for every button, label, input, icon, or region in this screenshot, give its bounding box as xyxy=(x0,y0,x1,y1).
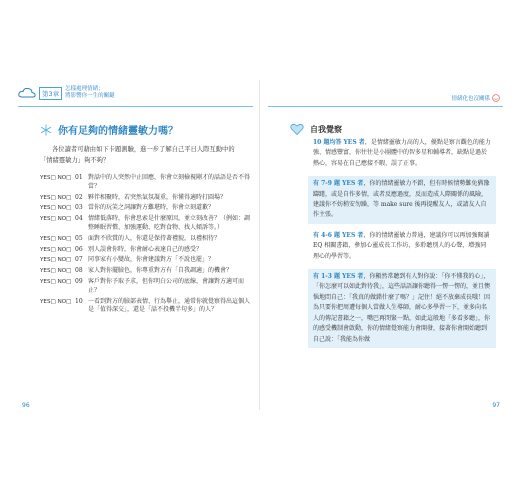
result-text: ，是情緒靈敏力高的人，優點是察言觀色的能力強、情感豐富，你往往是小團體中的智多星和輔導者，缺點是過於熱心，容易在自己應接不暇、誤了正事。 xyxy=(313,139,491,167)
result-tag: 有 4-6 題 YES 者 xyxy=(313,231,364,239)
yes-no-checkbox[interactable]: YES□ NO□ xyxy=(40,268,72,275)
yes-no-checkbox[interactable]: YES□ NO□ xyxy=(40,205,72,212)
question-text: 別人誤會你時，你會耐心表達自己的感受？ xyxy=(88,245,203,253)
yes-no-checkbox[interactable]: YES□ NO□ xyxy=(40,278,72,285)
question-text: 對話中的人突然中止回應，你會立刻檢視剛才的話語是否不得當？ xyxy=(88,174,251,190)
yes-no-checkbox[interactable]: YES□ NO□ xyxy=(40,235,72,242)
question-number: 02 xyxy=(75,193,83,201)
question-text: 一看到對方的臉部表情、行為舉止，通常你就覺察得出這個人是「值得深交」，還是「話不投機半句多」的人？ xyxy=(88,297,251,314)
question-row xyxy=(40,215,255,233)
question-number: 08 xyxy=(75,267,83,275)
question-title: 你有足夠的情緒靈敏力嗎？ xyxy=(58,126,178,137)
yes-no-checkbox[interactable]: YES□ NO□ xyxy=(40,246,72,253)
question-number: 03 xyxy=(75,204,83,212)
chapter-title xyxy=(65,86,115,100)
question-row xyxy=(40,194,255,203)
chapter-badge xyxy=(18,86,115,100)
running-head xyxy=(451,94,500,102)
question-row xyxy=(40,278,255,296)
result-tag: 有 7-9 題 YES 者 xyxy=(313,180,364,188)
page-number: 97 xyxy=(492,402,500,409)
cloud-icon xyxy=(18,87,36,99)
header-rule xyxy=(268,106,503,107)
result-block xyxy=(308,228,496,265)
question-number: 07 xyxy=(75,256,83,264)
result-tag: 10 題均答 YES 者 xyxy=(313,139,365,146)
question-row xyxy=(40,267,255,276)
header-rule xyxy=(18,106,253,107)
question-number: 05 xyxy=(75,234,83,242)
question-text: 同事家有小變故，你會建議對方「不說也罷」？ xyxy=(88,256,215,264)
result-text: ，你顯然常聽到有人對你說：「你不懂我的心」，「你怎麼可以如此對待我」，這些話語讓你聽得一愣一愣的，並且懊惱地問自己：「我真的做錯什麼了嗎？」記住！絕不放棄成長哦！因為只要你把周遭每個人當做人生導師，耐心多學習一下，並多向名人的傳記書籍之一，嘴巴再閉緊一點，如此這般地「多看多聽」，你的感受機制會啟動，你的情緒覺察能力會開發，接著你會開始聽到自己說：「我能為你做 xyxy=(313,273,491,343)
result-tag: 有 1-3 題 YES 者 xyxy=(313,273,364,281)
result-block xyxy=(308,135,496,172)
question-number: 09 xyxy=(75,277,83,285)
snowflake-icon xyxy=(40,124,52,136)
question-row xyxy=(40,204,255,213)
question-row xyxy=(40,256,255,265)
result-block xyxy=(308,176,496,224)
chapter-label: 第3章 xyxy=(39,87,62,100)
chapter-title-line1: 怎樣處理情緒； xyxy=(65,86,104,92)
result-text: ，你的情緒靈敏力不錯，但有時候情勢難免猶豫躊躇，或是自作多情，或者反應過度，反而造成人際關係的風險，建議你不妨稍安勿躁，等 make sure 後再提醒友人，或請友人自作主張。 xyxy=(313,180,490,219)
chapter-title-line2: 將影響你一生的關鍵 xyxy=(65,93,115,99)
heart-icon xyxy=(290,122,304,136)
yes-no-checkbox[interactable]: YES□ NO□ xyxy=(40,298,72,305)
question-list xyxy=(40,174,255,317)
question-row xyxy=(40,235,255,244)
question-row xyxy=(40,298,255,316)
question-text: 當你的玩笑之詞讓對方難堪時，你會立刻道歉？ xyxy=(88,204,215,212)
smiley-icon xyxy=(492,94,500,102)
question-heading xyxy=(40,122,178,137)
question-number: 01 xyxy=(75,174,83,181)
yes-no-checkbox[interactable]: YES□ NO□ xyxy=(40,216,72,223)
question-number: 06 xyxy=(75,245,83,253)
question-text: 家人對你擺臉色，你專重對方有「自我調適」的機會？ xyxy=(88,267,233,275)
question-text: 面對不欣賞的人，你還是保持著禮貌，以禮相待？ xyxy=(88,234,221,242)
section-heading xyxy=(290,122,342,136)
result-text: ，你的情緒靈敏力普通，建議你可以再加強閱讀 EQ 相關書籍，參加心靈成長工作坊，多聆聽別人的心聲，增強同理心的學習等。 xyxy=(313,231,490,260)
question-row xyxy=(40,246,255,255)
result-block xyxy=(308,269,496,348)
question-number: 04 xyxy=(75,215,83,223)
right-page xyxy=(260,80,510,410)
running-head-text: 情緒化也沒關係 xyxy=(451,96,490,102)
book-spread xyxy=(10,80,510,410)
question-number: 10 xyxy=(75,297,83,305)
yes-no-checkbox[interactable]: YES□ NO□ xyxy=(40,194,72,201)
intro-text: 各位讀者可藉由如下卡題測驗，進一步了解自己平日人際互動中的「情緒靈敏力」夠不夠？ xyxy=(40,146,235,164)
left-page xyxy=(10,80,260,410)
question-text: 客戶對你予取予求，但你明白公司的底線，會讓對方適可而止？ xyxy=(88,277,245,294)
result-blocks xyxy=(308,135,496,352)
question-row xyxy=(40,174,255,192)
yes-no-checkbox[interactable]: YES□ NO□ xyxy=(40,175,72,181)
question-text: 夥伴相聚時，若突然氣氛凝重，你懂得適時打圓場？ xyxy=(88,193,227,201)
page-number: 96 xyxy=(22,402,30,409)
question-text: 情緒低落時，你會思索是什麼原因，並立刻改善？（例如：調整睡眠習慣、加強運動、吃對食物、找人傾訴等。） xyxy=(88,215,251,231)
yes-no-checkbox[interactable]: YES□ NO□ xyxy=(40,257,72,264)
section-title: 自我覺察 xyxy=(310,123,342,134)
